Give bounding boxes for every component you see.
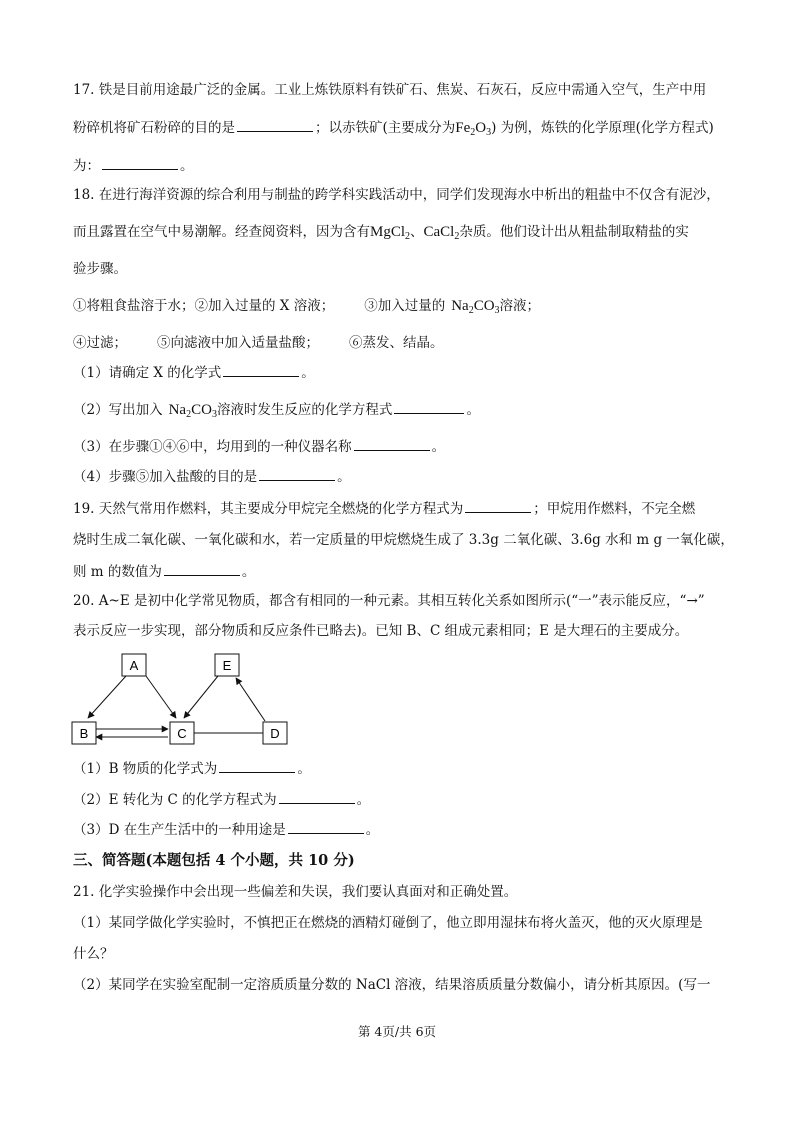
- q20-part3: （3）D 在生产生活中的一种用途是 。: [73, 819, 734, 840]
- q18-part4: （4）步骤⑤加入盐酸的目的是 。: [73, 466, 734, 487]
- q18-text: 验步骤。: [73, 261, 127, 277]
- q20-text: 表示反应一步实现，部分物质和反应条件已略去)。已知 B、C 组成元素相同；E 是大理石的主要成分。: [73, 623, 689, 639]
- formula-mgcl2: MgCl$_2$: [370, 224, 411, 242]
- q17-line1: [73, 80, 734, 100]
- answer-blank[interactable]: [102, 155, 178, 170]
- q18-line3: [73, 259, 734, 279]
- formula-na2co3: $Na_2CO_3$: [168, 402, 217, 420]
- q21-text: 21. 化学实验操作中会出现一些偏差和失误，我们要认真面对和正确处置。: [73, 884, 518, 900]
- step-5: ⑤向滤液中加入适量盐酸；: [157, 335, 319, 351]
- separator: 、: [410, 224, 424, 240]
- q19-line3: 则 m 的数值为 。: [73, 561, 734, 582]
- answer-blank[interactable]: [219, 758, 295, 773]
- q21-part2: [73, 975, 734, 995]
- arrow-d-to-e: [236, 678, 265, 721]
- q20-text: 20. A~E 是初中化学常见物质，都含有相同的一种元素。其相互转化关系如图所示(“一”表示能反应，“→”: [73, 593, 705, 609]
- arrow-a-to-b: [88, 676, 126, 718]
- q19-line2: [73, 530, 734, 550]
- step-3: ③加入过量的: [364, 298, 446, 314]
- q17-text: 粉碎机将矿石粉碎的目的是: [73, 120, 235, 136]
- answer-blank[interactable]: [354, 436, 430, 451]
- q17-text: 为：: [73, 158, 100, 174]
- node-d-label: D: [270, 726, 280, 741]
- node-b-label: B: [79, 726, 89, 741]
- node-e-label: E: [222, 658, 232, 673]
- arrow-e-to-c: [184, 676, 218, 718]
- q18-text: 18. 在进行海洋资源的综合利用与制盐的跨学科实践活动中，同学们发现海水中析出的粗盐中不仅含有泥沙，: [73, 187, 720, 203]
- answer-blank[interactable]: [279, 789, 355, 804]
- q17-text: 17. 铁是目前用途最广泛的金属。工业上炼铁原料有铁矿石、焦炭、石灰石，反应中需通入空气，生产中用: [73, 82, 707, 98]
- q20-line2: [73, 621, 734, 641]
- node-d: [263, 722, 287, 744]
- node-e: [215, 654, 239, 676]
- q19-text: 19. 天然气常用作燃料，其主要成分甲烷完全燃烧的化学方程式为: [73, 501, 464, 517]
- q17-text: ) 为例，炼铁的化学原理(化学方程式): [491, 120, 714, 136]
- node-a: [122, 654, 146, 676]
- q18-part2-text: （2）写出加入: [73, 402, 163, 418]
- answer-blank[interactable]: [259, 466, 335, 481]
- answer-blank[interactable]: [394, 399, 464, 414]
- q20-part2-text: （2）E 转化为 C 的化学方程式为: [73, 792, 277, 808]
- formula-cacl2: CaCl$_2$: [423, 224, 460, 242]
- q19-text: 则 m 的数值为: [73, 564, 162, 580]
- q18-line1: [73, 185, 734, 205]
- answer-blank[interactable]: [237, 117, 313, 132]
- q18-part4-text: （4）步骤⑤加入盐酸的目的是: [73, 469, 258, 485]
- q18-part3: （3）在步骤①④⑥中，均用到的一种仪器名称 。: [73, 436, 734, 457]
- q18-text: 而且露置在空气中易潮解。经查阅资料，因为含有: [73, 224, 370, 240]
- q20-part3-text: （3）D 在生产生活中的一种用途是: [73, 822, 286, 838]
- q17-text: ；以赤铁矿(主要成分为: [315, 120, 456, 136]
- q21-part1-cont: [73, 944, 734, 964]
- page-number-text: 第 4页/共 6页: [357, 1024, 437, 1039]
- node-b: [72, 722, 96, 744]
- q17-text: 。: [180, 158, 194, 174]
- q21-part1-text: 什么？: [73, 946, 114, 962]
- q18-part1-text: （1）请确定 X 的化学式: [73, 365, 222, 381]
- q18-text: 杂质。他们设计出从粗盐制取精盐的实: [459, 224, 689, 240]
- step-4: ④过滤；: [73, 335, 127, 351]
- q17-line2: [73, 117, 734, 138]
- q20-part1: （1）B 物质的化学式为 。: [73, 758, 734, 779]
- step-1-2: ①将粗食盐溶于水；②加入过量的 X 溶液；: [73, 298, 335, 314]
- answer-blank[interactable]: [465, 498, 531, 513]
- q21-part2-text: （2）某同学在实验室配制一定溶质质量分数的 NaCl 溶液，结果溶质质量分数偏小，请分析其原因。(写一: [73, 977, 711, 993]
- node-c: [170, 722, 194, 744]
- q19-text: ；甲烷用作燃料，不完全燃: [533, 501, 696, 517]
- answer-blank[interactable]: [223, 362, 299, 377]
- q19-text: 烧时生成二氧化碳、一氧化碳和水，若一定质量的甲烷燃烧生成了 3.3g 二氧化碳、3.6g 水和 m g 一氧化碳，: [73, 532, 734, 548]
- q18-part3-text: （3）在步骤①④⑥中，均用到的一种仪器名称: [73, 439, 352, 455]
- arrow-a-to-c: [146, 676, 176, 718]
- transformation-diagram: [60, 645, 300, 750]
- q18-line2: [73, 222, 734, 242]
- q19-line1: [73, 498, 734, 519]
- q21-part1-text: （1）某同学做化学实验时，不慎把正在燃烧的酒精灯碰倒了，他立即用湿抹布将火盖灭，他的灭火原理是: [73, 915, 703, 931]
- q20-line1: [73, 591, 734, 611]
- node-a-label: A: [129, 658, 139, 673]
- q17-line3: [73, 155, 734, 176]
- answer-blank[interactable]: [164, 561, 240, 576]
- formula-na2co3: $Na_2CO_3$: [451, 298, 500, 316]
- q20-part1-text: （1）B 物质的化学式为: [73, 761, 218, 777]
- node-c-label: C: [177, 726, 187, 741]
- page-number: [0, 1022, 794, 1040]
- q18-steps-row2: [73, 333, 734, 353]
- q18-part1: （1）请确定 X 的化学式 。: [73, 362, 734, 383]
- section-title: 三、简答题(本题包括 4 个小题，共 10 分): [73, 852, 355, 869]
- step-6: ⑥蒸发、结晶。: [349, 335, 444, 351]
- q18-part2: （2）写出加入 $Na_2CO_3$溶液时发生反应的化学方程式 。: [73, 399, 734, 420]
- q21-line1: [73, 882, 734, 902]
- formula-fe2o3: $Fe_2O_3$: [455, 120, 492, 138]
- q20-part2: （2）E 转化为 C 的化学方程式为 。: [73, 789, 734, 810]
- section-heading: [73, 851, 734, 871]
- q21-part1: [73, 913, 734, 933]
- q18-steps-row1: [73, 296, 734, 316]
- step-3-tail: 溶液；: [499, 298, 541, 314]
- answer-blank[interactable]: [288, 819, 364, 834]
